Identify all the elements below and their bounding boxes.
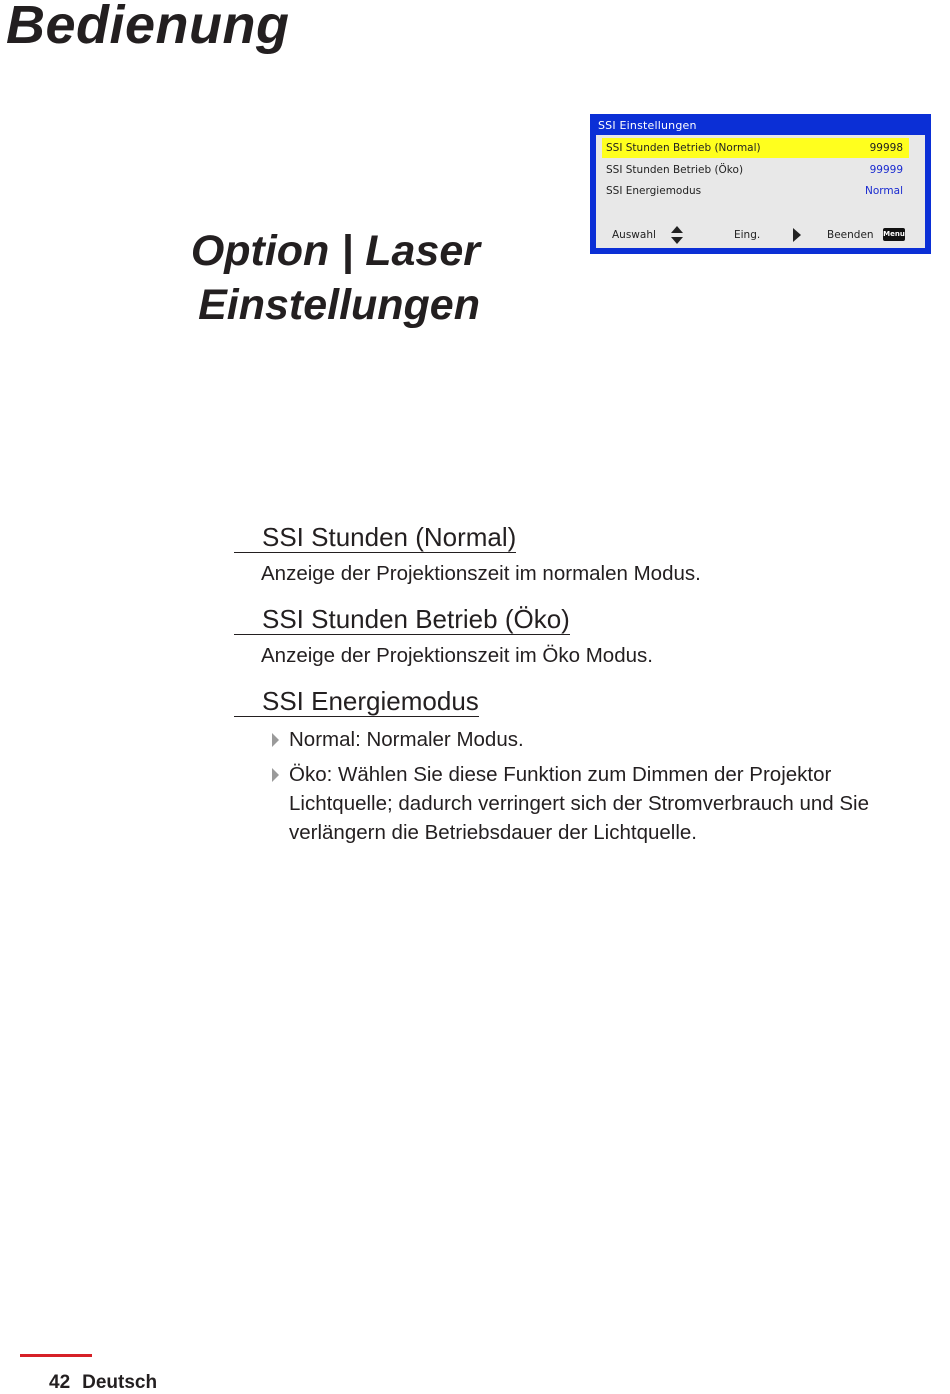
osd-row-eco-hours xyxy=(602,160,909,180)
page-number: 42 xyxy=(49,1372,71,1393)
osd-row-label: SSI Stunden Betrieb (Normal) xyxy=(606,142,761,154)
item-description-eco-hours: Anzeige der Projektionszeit im Öko Modus. xyxy=(261,644,653,667)
bullet-arrow-icon xyxy=(270,767,280,783)
osd-footer-enter-label: Eing. xyxy=(734,229,761,241)
page-footer xyxy=(49,1372,157,1394)
osd-footer-select-label: Auswahl xyxy=(612,229,656,241)
osd-menu-screenshot xyxy=(590,114,931,254)
osd-row-label: SSI Energiemodus xyxy=(606,185,702,197)
item-heading-eco-hours: SSI Stunden Betrieb (Öko) xyxy=(234,604,570,635)
item-description-normal-hours: Anzeige der Projektionszeit im normalen Modus. xyxy=(261,562,701,585)
osd-panel xyxy=(596,135,925,248)
up-down-arrows-icon xyxy=(670,225,684,245)
osd-row-value: Normal xyxy=(865,185,903,197)
page-header: Bedienung xyxy=(6,0,290,55)
footer-language: Deutsch xyxy=(82,1372,158,1393)
osd-title: SSI Einstellungen xyxy=(598,119,697,132)
item-heading-power-mode: SSI Energiemodus xyxy=(234,686,479,717)
bullet-eco-mode: Öko: Wählen Sie diese Funktion zum Dimmen der Projektor Lichtquelle; dadurch verringert sich der Stromverbrauch und Sie verlängern die Betriebsdauer der Lichtquelle. xyxy=(289,763,869,844)
section-title-line1: Option | Laser xyxy=(190,227,480,275)
item-heading-normal-hours: SSI Stunden (Normal) xyxy=(234,522,516,553)
osd-row-normal-hours xyxy=(602,138,909,158)
bullet-arrow-icon xyxy=(270,732,280,748)
footer-accent-rule xyxy=(20,1354,92,1357)
section-title xyxy=(191,224,480,332)
osd-row-value: 99999 xyxy=(869,164,903,176)
osd-row-value: 99998 xyxy=(869,142,903,154)
osd-row-power-mode xyxy=(602,181,909,201)
osd-row-label: SSI Stunden Betrieb (Öko) xyxy=(606,164,744,176)
menu-key-icon: Menu xyxy=(883,228,905,241)
right-arrow-icon xyxy=(792,227,802,243)
section-title-line2: Einstellungen xyxy=(198,281,480,329)
osd-footer-exit-label: Beenden xyxy=(827,229,874,241)
bullet-normal-mode: Normal: Normaler Modus. xyxy=(289,728,524,751)
